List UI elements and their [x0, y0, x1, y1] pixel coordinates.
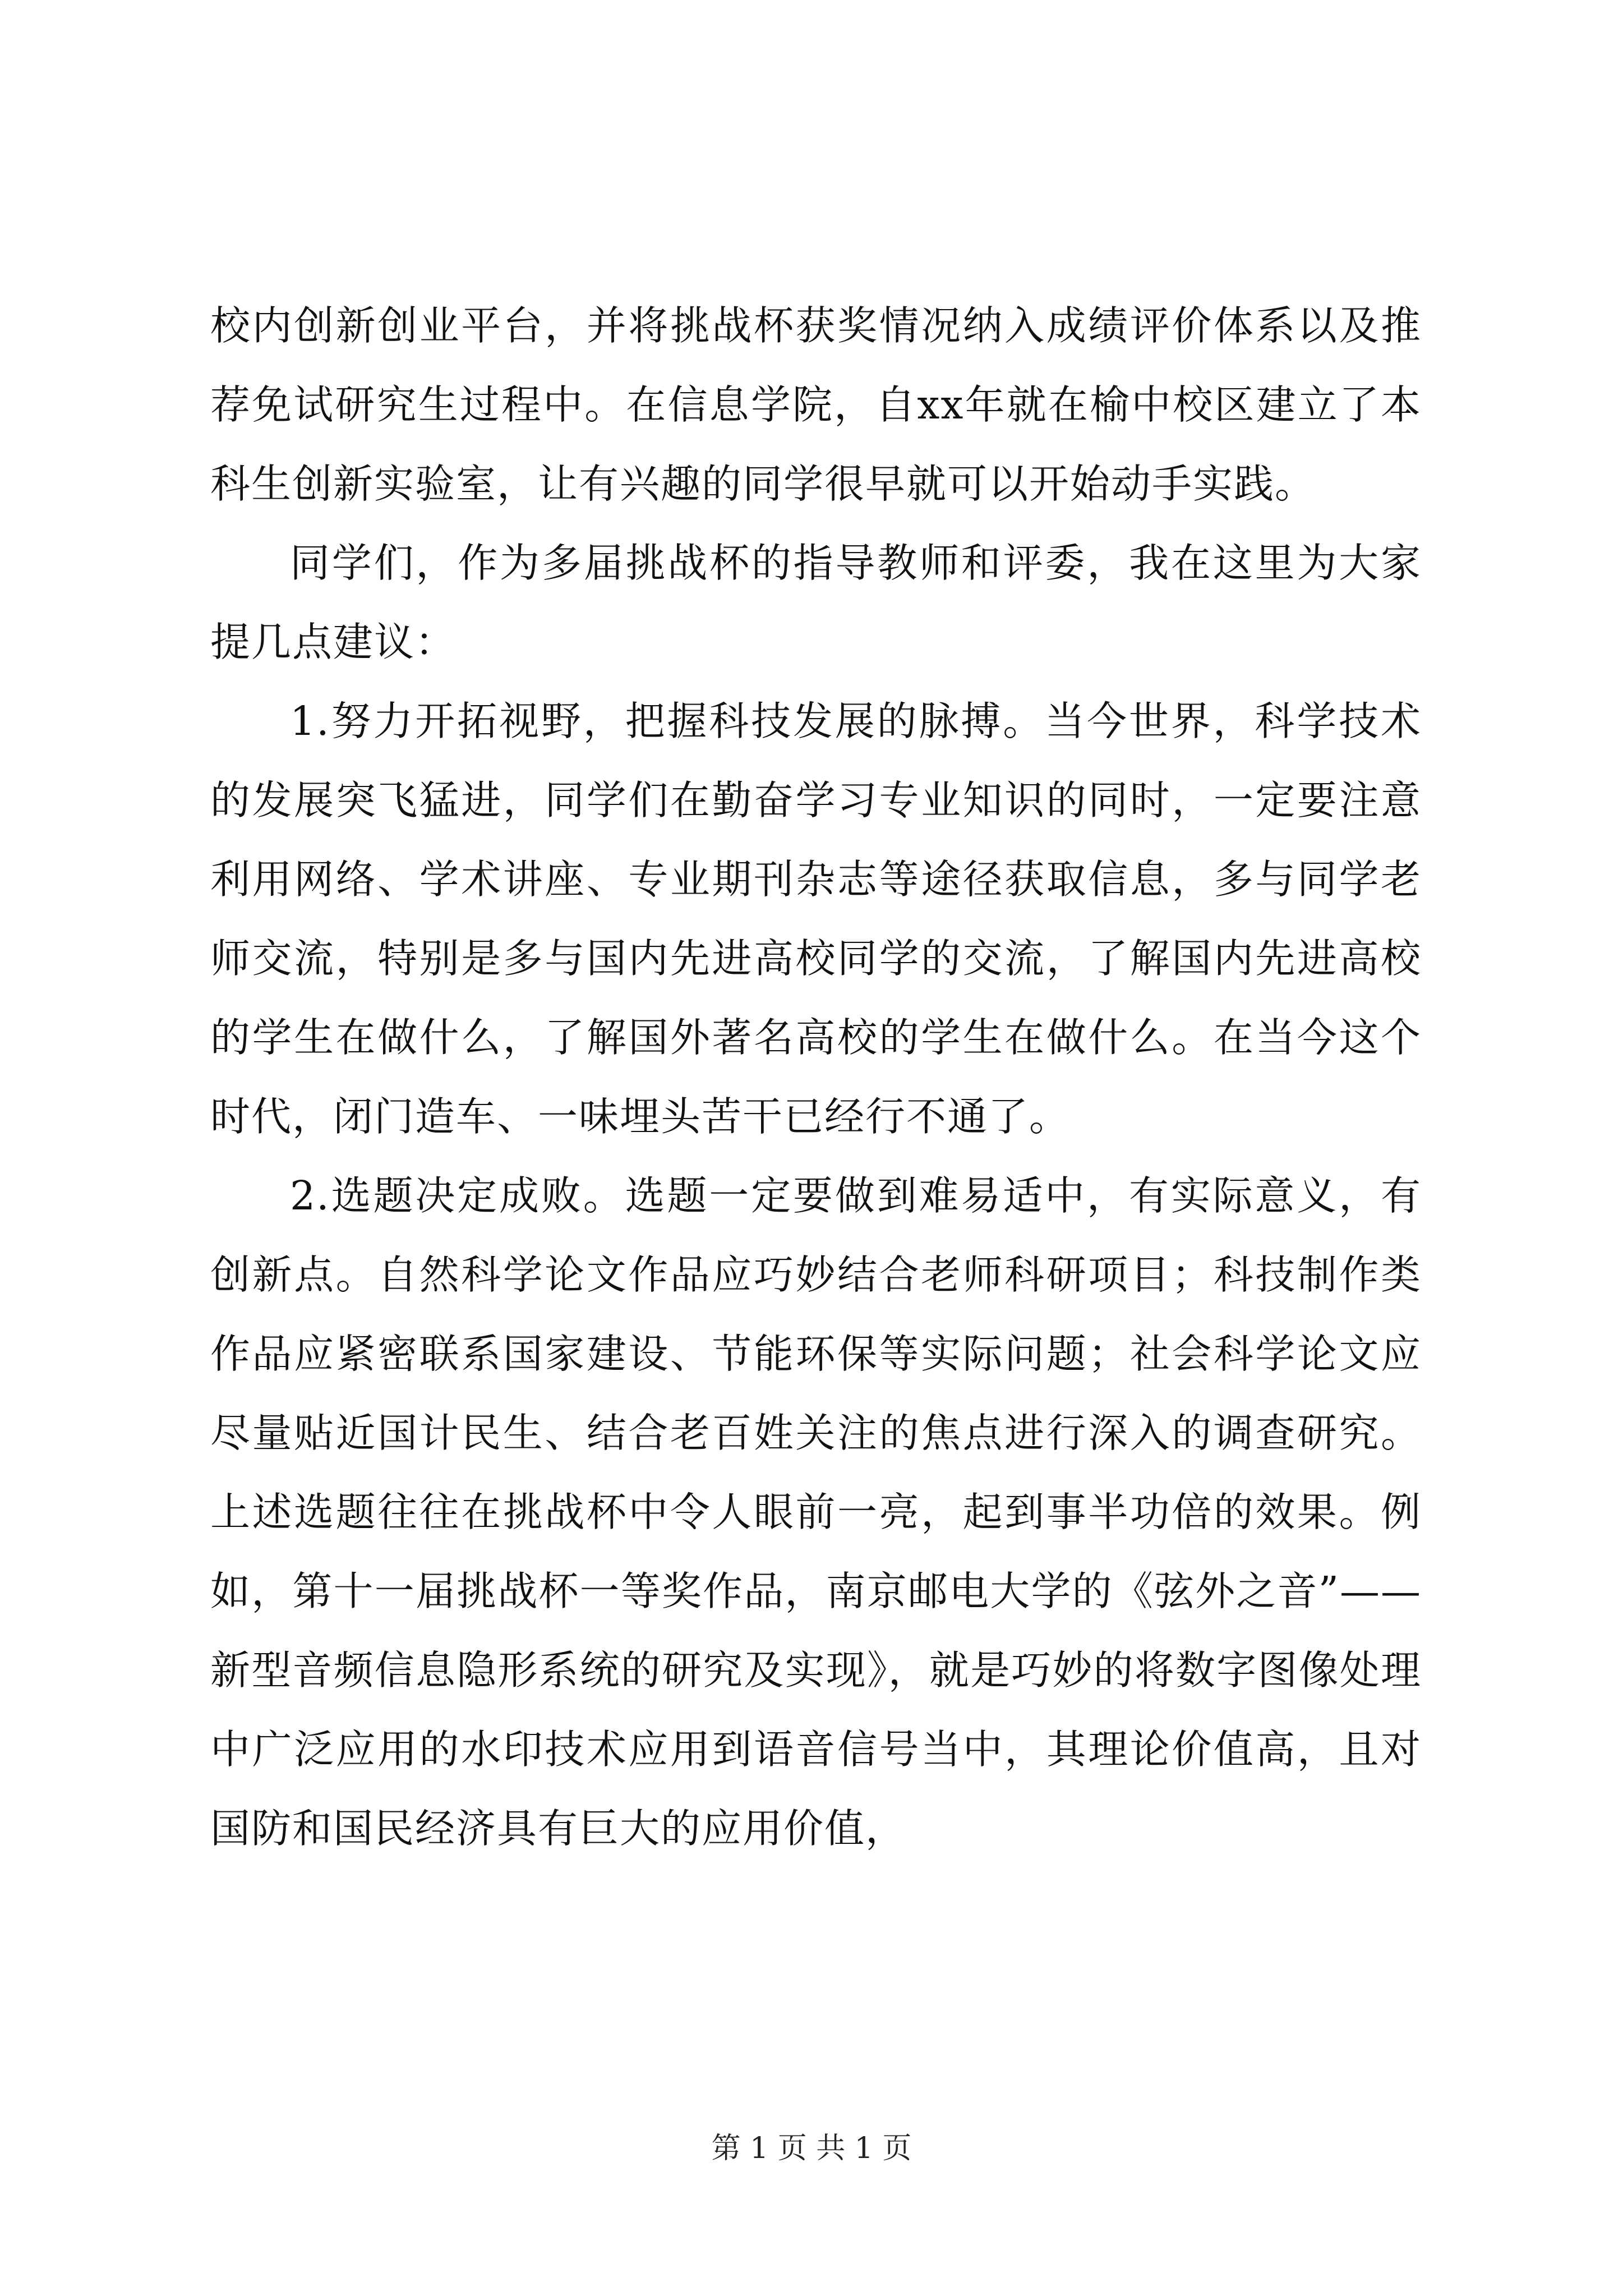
document-body: [210, 286, 1422, 1868]
paragraph-intro-suggestions: 同学们，作为多届挑战杯的指导教师和评委，我在这里为大家提几点建议：: [210, 540, 1422, 665]
paragraph-suggestion-2: 2.选题决定成败。选题一定要做到难易适中，有实际意义，有创新点。自然科学论文作品应巧妙结合老师科研项目；科技制作类作品应紧密联系国家建设、节能环保等实际问题；社会科学论文应尽量贴近国计民生、结合老百姓关注的焦点进行深入的调查研究。上述选题往往在挑战杯中令人眼前一亮，起到事半功倍的效果。例如，第十一届挑战杯一等奖作品，南京邮电大学的《弦外之音”——新型音频信息隐形系统的研究及实现》，就是巧妙的将数字图像处理中广泛应用的水印技术应用到语音信号当中，其理论价值高，且对国防和国民经济具有巨大的应用价值，: [210, 1172, 1422, 1852]
paragraph-continuation: 校内创新创业平台，并将挑战杯获奖情况纳入成绩评价体系以及推荐免试研究生过程中。在信息学院，自xx年就在榆中校区建立了本科生创新实验室，让有兴趣的同学很早就可以开始动手实践。: [210, 302, 1422, 507]
page-footer: 第 1 页 共 1 页: [711, 2132, 912, 2165]
paragraph-suggestion-1: 1.努力开拓视野，把握科技发展的脉搏。当今世界，科学技术的发展突飞猛进，同学们在勤奋学习专业知识的同时，一定要注意利用网络、学术讲座、专业期刊杂志等途径获取信息，多与同学老师交流，特别是多与国内先进高校同学的交流，了解国内先进高校的学生在做什么，了解国外著名高校的学生在做什么。在当今这个时代，闭门造车、一味埋头苦干已经行不通了。: [210, 698, 1422, 1140]
